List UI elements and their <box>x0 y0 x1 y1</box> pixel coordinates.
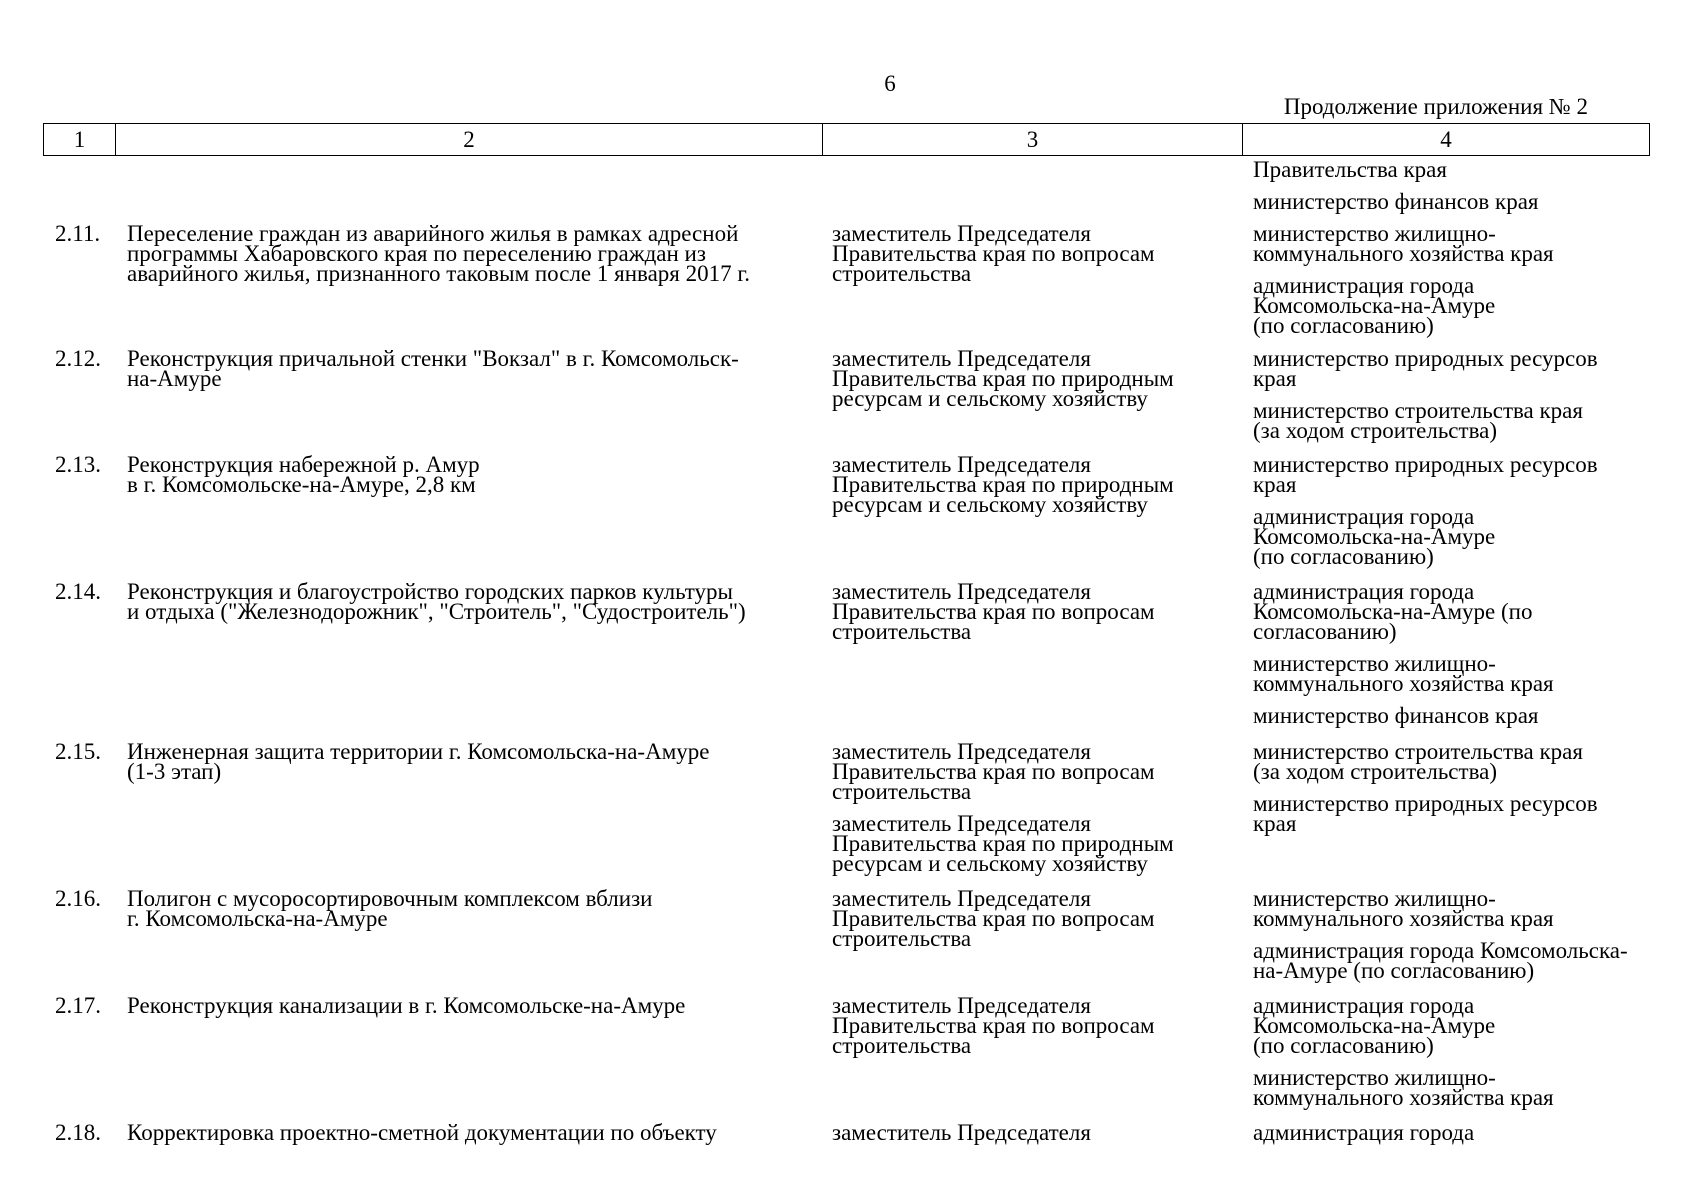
column-header-3: 3 <box>823 124 1243 156</box>
row-responsible: заместитель Председателя Правительства края по природным ресурсам и сельскому хозяйству <box>832 452 1174 517</box>
row-name: Корректировка проектно-сметной документации по объекту <box>127 1120 717 1145</box>
row-number: 2.15. <box>55 739 101 764</box>
row-executor: администрация города <box>1253 1120 1475 1145</box>
row-name: Полигон с мусоросортировочным комплексом вблизи г. Комсомольска-на-Амуре <box>127 886 653 931</box>
row-responsible: заместитель Председателя <box>832 1120 1091 1145</box>
row-responsible: заместитель Председателя Правительства края по вопросам строительства <box>832 993 1155 1058</box>
row-executor: министерство строительства края (за ходом строительства) <box>1253 398 1583 443</box>
row-number: 2.12. <box>55 346 101 371</box>
row-name: Реконструкция набережной р. Амур в г. Комсомольске-на-Амуре, 2,8 км <box>127 452 480 497</box>
continuation-label: Продолжение приложения № 2 <box>1283 94 1588 119</box>
row-executor: министерство жилищно- коммунального хозяйства края <box>1253 221 1554 266</box>
row-name: Переселение граждан из аварийного жилья в рамках адресной программы Хабаровского края по переселению граждан из аварийного жилья, признанного таковым после 1 января 2017 г. <box>127 221 750 286</box>
row-executor: администрация города Комсомольска-на-Амуре (по согласованию) <box>1253 993 1496 1058</box>
row-executor: министерство жилищно- коммунального хозяйства края <box>1253 651 1554 696</box>
row-executor: Правительства края <box>1253 157 1447 182</box>
row-responsible: заместитель Председателя Правительства края по вопросам строительства <box>832 221 1155 286</box>
column-header-1: 1 <box>44 124 116 156</box>
row-responsible: заместитель Председателя Правительства края по вопросам строительства <box>832 739 1155 804</box>
row-number: 2.16. <box>55 886 101 911</box>
row-name: Реконструкция и благоустройство городских парков культуры и отдыха ("Железнодорожник", "Строитель", "Судостроитель") <box>127 579 746 624</box>
row-executor: министерство природных ресурсов края <box>1253 791 1598 836</box>
row-executor: администрация города Комсомольска-на-Амуре (по согласованию) <box>1253 273 1496 338</box>
row-responsible: заместитель Председателя Правительства края по природным ресурсам и сельскому хозяйству <box>832 811 1174 876</box>
row-name: Инженерная защита территории г. Комсомольска-на-Амуре (1-3 этап) <box>127 739 710 784</box>
row-responsible: заместитель Председателя Правительства края по природным ресурсам и сельскому хозяйству <box>832 346 1174 411</box>
row-number: 2.13. <box>55 452 101 477</box>
column-header-2: 2 <box>116 124 823 156</box>
row-name: Реконструкция канализации в г. Комсомольске-на-Амуре <box>127 993 686 1018</box>
row-executor: министерство финансов края <box>1253 189 1539 214</box>
row-responsible: заместитель Председателя Правительства края по вопросам строительства <box>832 579 1155 644</box>
row-executor: министерство природных ресурсов края <box>1253 452 1598 497</box>
page-number: 6 <box>884 71 896 96</box>
row-executor: администрация города Комсомольска- на-Амуре (по согласованию) <box>1253 938 1628 983</box>
row-executor: министерство жилищно- коммунального хозяйства края <box>1253 1065 1554 1110</box>
row-executor: министерство строительства края (за ходом строительства) <box>1253 739 1583 784</box>
row-number: 2.14. <box>55 579 101 604</box>
row-number: 2.17. <box>55 993 101 1018</box>
column-header-4: 4 <box>1243 124 1650 156</box>
row-number: 2.18. <box>55 1120 101 1145</box>
row-executor: администрация города Комсомольска-на-Амуре (по согласованию) <box>1253 579 1533 644</box>
row-name: Реконструкция причальной стенки "Вокзал" в г. Комсомольск- на-Амуре <box>127 346 739 391</box>
row-executor: министерство природных ресурсов края <box>1253 346 1598 391</box>
row-responsible: заместитель Председателя Правительства края по вопросам строительства <box>832 886 1155 951</box>
row-executor: министерство финансов края <box>1253 703 1539 728</box>
row-executor: администрация города Комсомольска-на-Амуре (по согласованию) <box>1253 504 1496 569</box>
row-executor: министерство жилищно- коммунального хозяйства края <box>1253 886 1554 931</box>
row-number: 2.11. <box>55 221 101 246</box>
